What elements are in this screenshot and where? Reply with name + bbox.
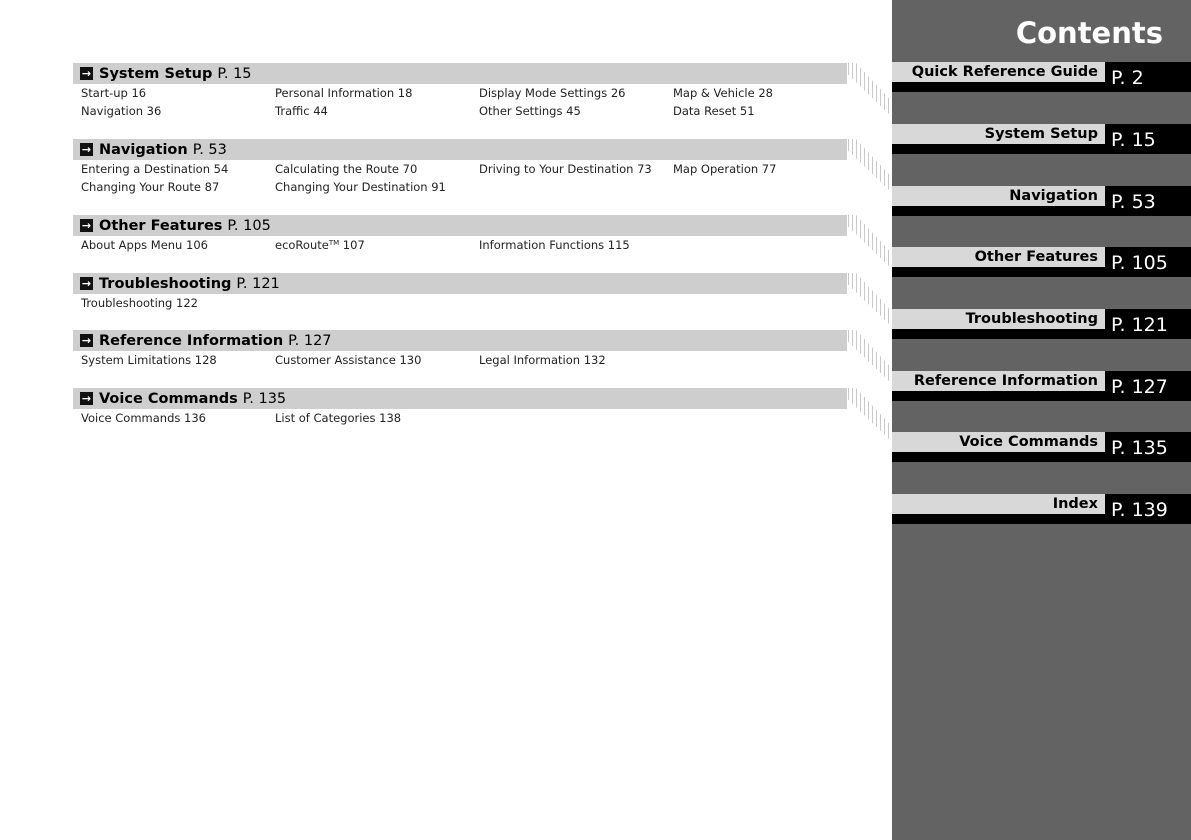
topic-link[interactable]: Map Operation 77	[673, 162, 777, 176]
section-hatch-decoration	[848, 139, 890, 191]
section-heading-link[interactable]	[73, 63, 847, 84]
sidebar-tab-other-features[interactable]	[892, 247, 1191, 282]
section-page-ref: P. 53	[192, 141, 227, 158]
section-troubleshooting	[73, 273, 847, 312]
topic-link[interactable]: Map & Vehicle 28	[673, 86, 773, 100]
arrow-right-icon: →	[81, 67, 92, 80]
section-other-features	[73, 215, 847, 254]
topic-link[interactable]: Driving to Your Destination 73	[479, 162, 652, 176]
section-hatch-decoration	[848, 63, 890, 115]
section-page-ref: P. 135	[242, 390, 287, 407]
section-title: Reference Information	[99, 332, 284, 349]
topic-link[interactable]: Entering a Destination 54	[81, 162, 229, 176]
sidebar-tab-page: P. 121	[1105, 309, 1191, 339]
sidebar-tab-page: P. 53	[1105, 186, 1191, 216]
topic-link[interactable]: ecoRoute™ 107	[275, 238, 365, 252]
contents-title: Contents	[1015, 16, 1163, 50]
sidebar-tab-page: P. 135	[1105, 432, 1191, 462]
sidebar-tab-bar	[892, 391, 1105, 401]
topic-link[interactable]: List of Categories 138	[275, 411, 402, 425]
topic-link[interactable]: Start-up 16	[81, 86, 147, 100]
topic-link[interactable]: Customer Assistance 130	[275, 353, 422, 367]
section-title: System Setup	[99, 65, 213, 82]
arrow-right-icon: →	[81, 277, 92, 290]
topic-link[interactable]: Changing Your Destination 91	[275, 180, 446, 194]
section-heading-link[interactable]	[73, 139, 847, 160]
sidebar-tab-bar	[892, 144, 1105, 154]
sidebar-tab-navigation[interactable]	[892, 186, 1191, 221]
topic-row	[81, 160, 847, 178]
section-hatch-decoration	[848, 273, 890, 325]
topic-link[interactable]: Legal Information 132	[479, 353, 606, 367]
section-heading-link[interactable]	[73, 273, 847, 294]
topic-link[interactable]: Data Reset 51	[673, 104, 755, 118]
topic-link[interactable]: System Limitations 128	[81, 353, 217, 367]
sidebar-tab-bar	[892, 452, 1105, 462]
sidebar-tab-label: Navigation	[892, 186, 1105, 206]
section-page-ref: P. 105	[227, 217, 271, 234]
section-title: Navigation	[99, 141, 188, 158]
topic-row	[81, 294, 847, 312]
sidebar-tab-troubleshooting[interactable]	[892, 309, 1191, 344]
section-heading-link[interactable]	[73, 215, 847, 236]
section-heading-link[interactable]	[73, 388, 847, 409]
topic-link[interactable]: Traffic 44	[275, 104, 328, 118]
topic-link[interactable]: Other Settings 45	[479, 104, 581, 118]
section-page-ref: P. 121	[236, 275, 280, 292]
sidebar-tab-bar	[892, 329, 1105, 339]
arrow-right-icon: →	[81, 392, 92, 405]
sidebar-tab-page: P. 105	[1105, 247, 1191, 277]
section-voice-commands	[73, 388, 847, 427]
sidebar-tab-bar	[892, 82, 1105, 92]
arrow-right-icon: →	[81, 143, 92, 156]
topic-link[interactable]: Troubleshooting 122	[81, 296, 198, 310]
sidebar-tab-label: Index	[892, 494, 1105, 514]
topic-link[interactable]: Information Functions 115	[479, 238, 630, 252]
section-page-ref: P. 15	[217, 65, 252, 82]
section-hatch-decoration	[848, 215, 890, 267]
section-reference-information	[73, 330, 847, 369]
section-title: Other Features	[99, 217, 223, 234]
sidebar-tab-label: System Setup	[892, 124, 1105, 144]
section-hatch-decoration	[848, 330, 890, 382]
topic-link[interactable]: Voice Commands 136	[81, 411, 206, 425]
sidebar-tab-label: Reference Information	[892, 371, 1105, 391]
sidebar-tab-label: Voice Commands	[892, 432, 1105, 452]
topic-row	[81, 351, 847, 369]
topic-link[interactable]: About Apps Menu 106	[81, 238, 208, 252]
section-heading-link[interactable]	[73, 330, 847, 351]
sidebar-tab-label: Troubleshooting	[892, 309, 1105, 329]
sidebar-tab-page: P. 139	[1105, 494, 1191, 524]
topic-row	[81, 236, 847, 254]
section-title: Troubleshooting	[99, 275, 232, 292]
section-system-setup	[73, 63, 847, 120]
topic-link[interactable]: Changing Your Route 87	[81, 180, 220, 194]
topic-link[interactable]: Display Mode Settings 26	[479, 86, 626, 100]
sidebar-tab-voice-commands[interactable]	[892, 432, 1191, 467]
contents-sidebar	[892, 0, 1191, 840]
topic-link[interactable]: Calculating the Route 70	[275, 162, 418, 176]
topic-link[interactable]: Navigation 36	[81, 104, 162, 118]
section-page-ref: P. 127	[288, 332, 332, 349]
arrow-right-icon: →	[81, 219, 92, 232]
sidebar-tab-bar	[892, 514, 1105, 524]
sidebar-tab-bar	[892, 267, 1105, 277]
sidebar-tab-bar	[892, 206, 1105, 216]
topic-row	[81, 178, 847, 196]
sidebar-tab-system-setup[interactable]	[892, 124, 1191, 159]
topic-link[interactable]: Personal Information 18	[275, 86, 413, 100]
topic-row	[81, 409, 847, 427]
topic-row	[81, 102, 847, 120]
sidebar-tab-reference-information[interactable]	[892, 371, 1191, 406]
section-navigation	[73, 139, 847, 196]
sidebar-tab-label: Other Features	[892, 247, 1105, 267]
arrow-right-icon: →	[81, 334, 92, 347]
topic-row	[81, 84, 847, 102]
sidebar-tab-label: Quick Reference Guide	[892, 62, 1105, 82]
sidebar-tab-page: P. 2	[1105, 62, 1191, 92]
sidebar-tab-page: P. 127	[1105, 371, 1191, 401]
section-hatch-decoration	[848, 388, 890, 440]
sidebar-tab-quick-reference-guide[interactable]	[892, 62, 1191, 97]
sidebar-tab-index[interactable]	[892, 494, 1191, 529]
sidebar-tab-page: P. 15	[1105, 124, 1191, 154]
section-title: Voice Commands	[99, 390, 238, 407]
